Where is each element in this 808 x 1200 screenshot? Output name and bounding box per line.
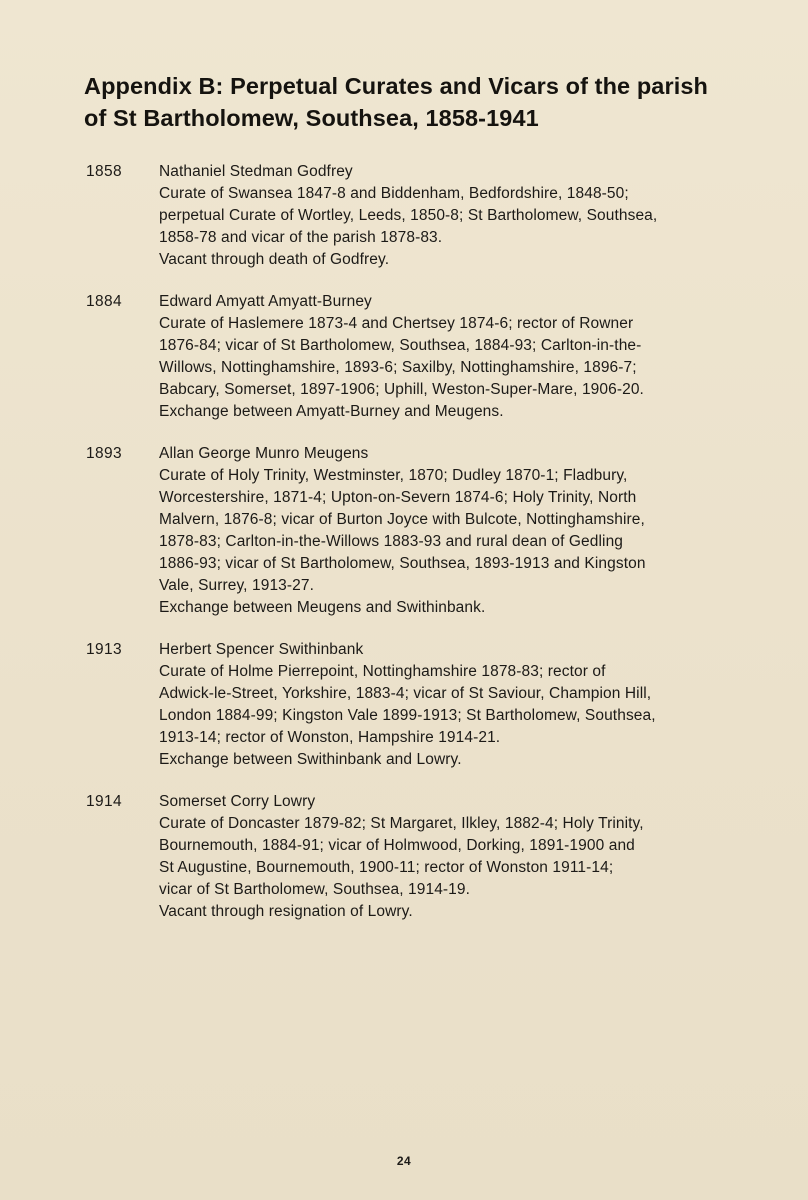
incumbent-name: Edward Amyatt Amyatt-Burney — [159, 293, 372, 310]
entry-line: Curate of Swansea 1847-8 and Biddenham, Bedfordshire, 1848-50; — [159, 185, 629, 202]
entry-1914 — [86, 791, 766, 923]
entry-year: 1913 — [86, 641, 123, 658]
entry-line: Bournemouth, 1884-91; vicar of Holmwood, Dorking, 1891-1900 and — [159, 837, 635, 854]
entry-line: Worcestershire, 1871-4; Upton-on-Severn 1874-6; Holy Trinity, North — [159, 489, 637, 506]
incumbent-name: Herbert Spencer Swithinbank — [159, 641, 364, 658]
entry-line: Vale, Surrey, 1913-27. — [159, 577, 314, 594]
entry-line: Curate of Holme Pierrepoint, Nottinghamshire 1878-83; rector of — [159, 663, 606, 680]
entry-year: 1914 — [86, 793, 123, 810]
incumbent-name: Somerset Corry Lowry — [159, 793, 316, 810]
entry-line: 1858-78 and vicar of the parish 1878-83. — [159, 229, 443, 246]
entry-note: Exchange between Meugens and Swithinbank. — [159, 599, 486, 616]
incumbent-name: Allan George Munro Meugens — [159, 445, 369, 462]
entry-year: 1884 — [86, 293, 123, 310]
entry-1858 — [86, 161, 766, 271]
entry-note: Vacant through death of Godfrey. — [159, 251, 390, 268]
entry-line: perpetual Curate of Wortley, Leeds, 1850-8; St Bartholomew, Southsea, — [159, 207, 658, 224]
entry-line: Curate of Haslemere 1873-4 and Chertsey 1874-6; rector of Rowner — [159, 315, 634, 332]
entry-line: London 1884-99; Kingston Vale 1899-1913; St Bartholomew, Southsea, — [159, 707, 656, 724]
entry-line: 1876-84; vicar of St Bartholomew, Southsea, 1884-93; Carlton-in-the- — [159, 337, 642, 354]
entry-line: St Augustine, Bournemouth, 1900-11; rector of Wonston 1911-14; — [159, 859, 614, 876]
entry-year: 1893 — [86, 445, 123, 462]
entry-1884 — [86, 291, 766, 423]
entry-line: Curate of Doncaster 1879-82; St Margaret, Ilkley, 1882-4; Holy Trinity, — [159, 815, 644, 832]
entry-line: 1913-14; rector of Wonston, Hampshire 1914-21. — [159, 729, 501, 746]
entry-year: 1858 — [86, 163, 123, 180]
entry-line: Curate of Holy Trinity, Westminster, 1870; Dudley 1870-1; Fladbury, — [159, 467, 628, 484]
appendix-title — [84, 70, 764, 134]
entry-note: Vacant through resignation of Lowry. — [159, 903, 413, 920]
entry-1893 — [86, 443, 766, 619]
entry-note: Exchange between Swithinbank and Lowry. — [159, 751, 462, 768]
incumbent-name: Nathaniel Stedman Godfrey — [159, 163, 353, 180]
entry-body — [159, 791, 766, 923]
entry-line: 1886-93; vicar of St Bartholomew, Southsea, 1893-1913 and Kingston — [159, 555, 646, 572]
title-line: of St Bartholomew, Southsea, 1858-1941 — [84, 105, 539, 131]
entry-line: vicar of St Bartholomew, Southsea, 1914-19. — [159, 881, 471, 898]
entry-line: Willows, Nottinghamshire, 1893-6; Saxilby, Nottinghamshire, 1896-7; — [159, 359, 637, 376]
entry-body — [159, 161, 766, 271]
entry-body — [159, 443, 766, 619]
entry-body — [159, 291, 766, 423]
incumbents-list — [86, 161, 766, 923]
entry-line: Malvern, 1876-8; vicar of Burton Joyce with Bulcote, Nottinghamshire, — [159, 511, 645, 528]
entry-line: Adwick-le-Street, Yorkshire, 1883-4; vicar of St Saviour, Champion Hill, — [159, 685, 652, 702]
entry-line: Babcary, Somerset, 1897-1906; Uphill, Weston-Super-Mare, 1906-20. — [159, 381, 644, 398]
entry-1913 — [86, 639, 766, 771]
entry-line: 1878-83; Carlton-in-the-Willows 1883-93 and rural dean of Gedling — [159, 533, 624, 550]
page-number: 24 — [396, 1154, 412, 1168]
title-line: Appendix B: Perpetual Curates and Vicars of the parish — [84, 73, 708, 99]
entry-note: Exchange between Amyatt-Burney and Meugens. — [159, 403, 504, 420]
entry-body — [159, 639, 766, 771]
